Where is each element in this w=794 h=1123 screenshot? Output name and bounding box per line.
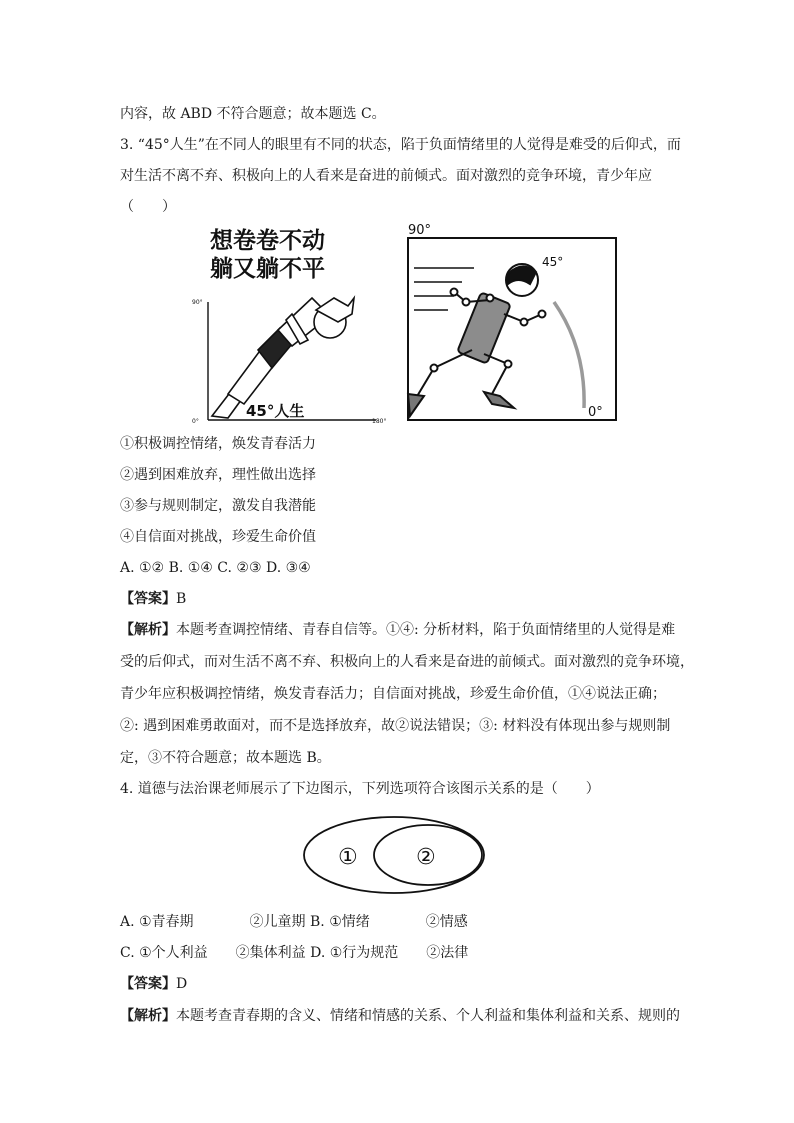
- q3-analysis-line2: 受的后仰式，而对生活不离不弃、积极向上的人看来是奋进的前倾式。面对激烈的竞争环境，: [120, 654, 694, 670]
- answer-label: 【答案】: [120, 591, 176, 607]
- q4-choices-line1: A. ①青春期 ②儿童期 B. ①情绪 ②情感: [120, 914, 468, 930]
- analysis-text: 本题考查调控情绪、青春自信等。①④: 分析材料，陷于负面情绪里的人觉得是难: [176, 622, 676, 638]
- q3-analysis-line1: [120, 620, 675, 640]
- figure-title-line2: 躺又躺不平: [210, 256, 325, 282]
- analysis-text: 本题考查青春期的含义、情绪和情感的关系、个人利益和集体利益和关系、规则的: [176, 1008, 680, 1024]
- q3-figure-right: [404, 218, 620, 424]
- q3-option-2: ②遇到困难放弃，理性做出选择: [120, 467, 316, 483]
- q3-analysis-line3: 青少年应积极调控情绪，焕发青春活力；自信面对挑战，珍爱生命价值，①④说法正确；: [120, 686, 666, 702]
- axis-label-90: 90°: [192, 299, 203, 306]
- analysis-label: 【解析】: [120, 1008, 176, 1024]
- q2-tail-text: 内容，故 ABD 不符合题意；故本题选 C。: [120, 106, 386, 122]
- label-0: 0°: [588, 405, 603, 420]
- q3-option-3: ③参与规则制定，激发自我潜能: [120, 498, 316, 514]
- axis-label-0: 0°: [192, 418, 199, 425]
- analysis-label: 【解析】: [120, 622, 176, 638]
- answer-value: D: [176, 976, 188, 992]
- answer-value: B: [176, 591, 187, 607]
- q3-analysis-line4: ②: 遇到困难勇敢面对，而不是选择放弃，故②说法错误；③: 材料没有体现出参与规则制: [120, 718, 671, 734]
- label-90: 90°: [408, 223, 432, 238]
- outer-ellipse: [304, 817, 484, 893]
- label-45: 45°: [542, 255, 564, 269]
- axis-label-180: 180°: [372, 418, 387, 425]
- q3-choices: A. ①② B. ①④ C. ②③ D. ③④: [120, 560, 311, 576]
- q3-analysis-line5: 定，③不符合题意；故本题选 B。: [120, 750, 331, 766]
- q4-venn-diagram: [300, 812, 492, 898]
- leaning-character-illustration: [212, 298, 354, 418]
- q3-stem-line3: （ ）: [120, 199, 176, 215]
- inner-label: ②: [416, 845, 436, 870]
- q3-option-4: ④自信面对挑战，珍爱生命价值: [120, 529, 316, 545]
- q3-option-1: ①积极调控情绪，焕发青春活力: [120, 436, 316, 452]
- q3-stem-line2: 对生活不离不弃、积极向上的人看来是奋进的前倾式。面对激烈的竞争环境，青少年应: [120, 168, 652, 184]
- outer-label: ①: [338, 845, 358, 870]
- q3-figure-left: [188, 218, 388, 428]
- q3-answer: [120, 589, 186, 609]
- q3-stem-line1: 3. “45°人生”在不同人的眼里有不同的状态，陷于负面情绪里的人觉得是难受的后仰式，而: [120, 137, 681, 153]
- q4-analysis-line1: [120, 1006, 680, 1026]
- q4-answer: [120, 974, 187, 994]
- answer-label: 【答案】: [120, 976, 176, 992]
- figure-caption: 45°人生: [246, 402, 305, 420]
- q4-stem: 4. 道德与法治课老师展示了下边图示，下列选项符合该图示关系的是（ ）: [120, 781, 600, 797]
- q4-choices-line2: C. ①个人利益 ②集体利益 D. ①行为规范 ②法律: [120, 945, 469, 961]
- figure-title-line1: 想卷卷不动: [210, 228, 325, 254]
